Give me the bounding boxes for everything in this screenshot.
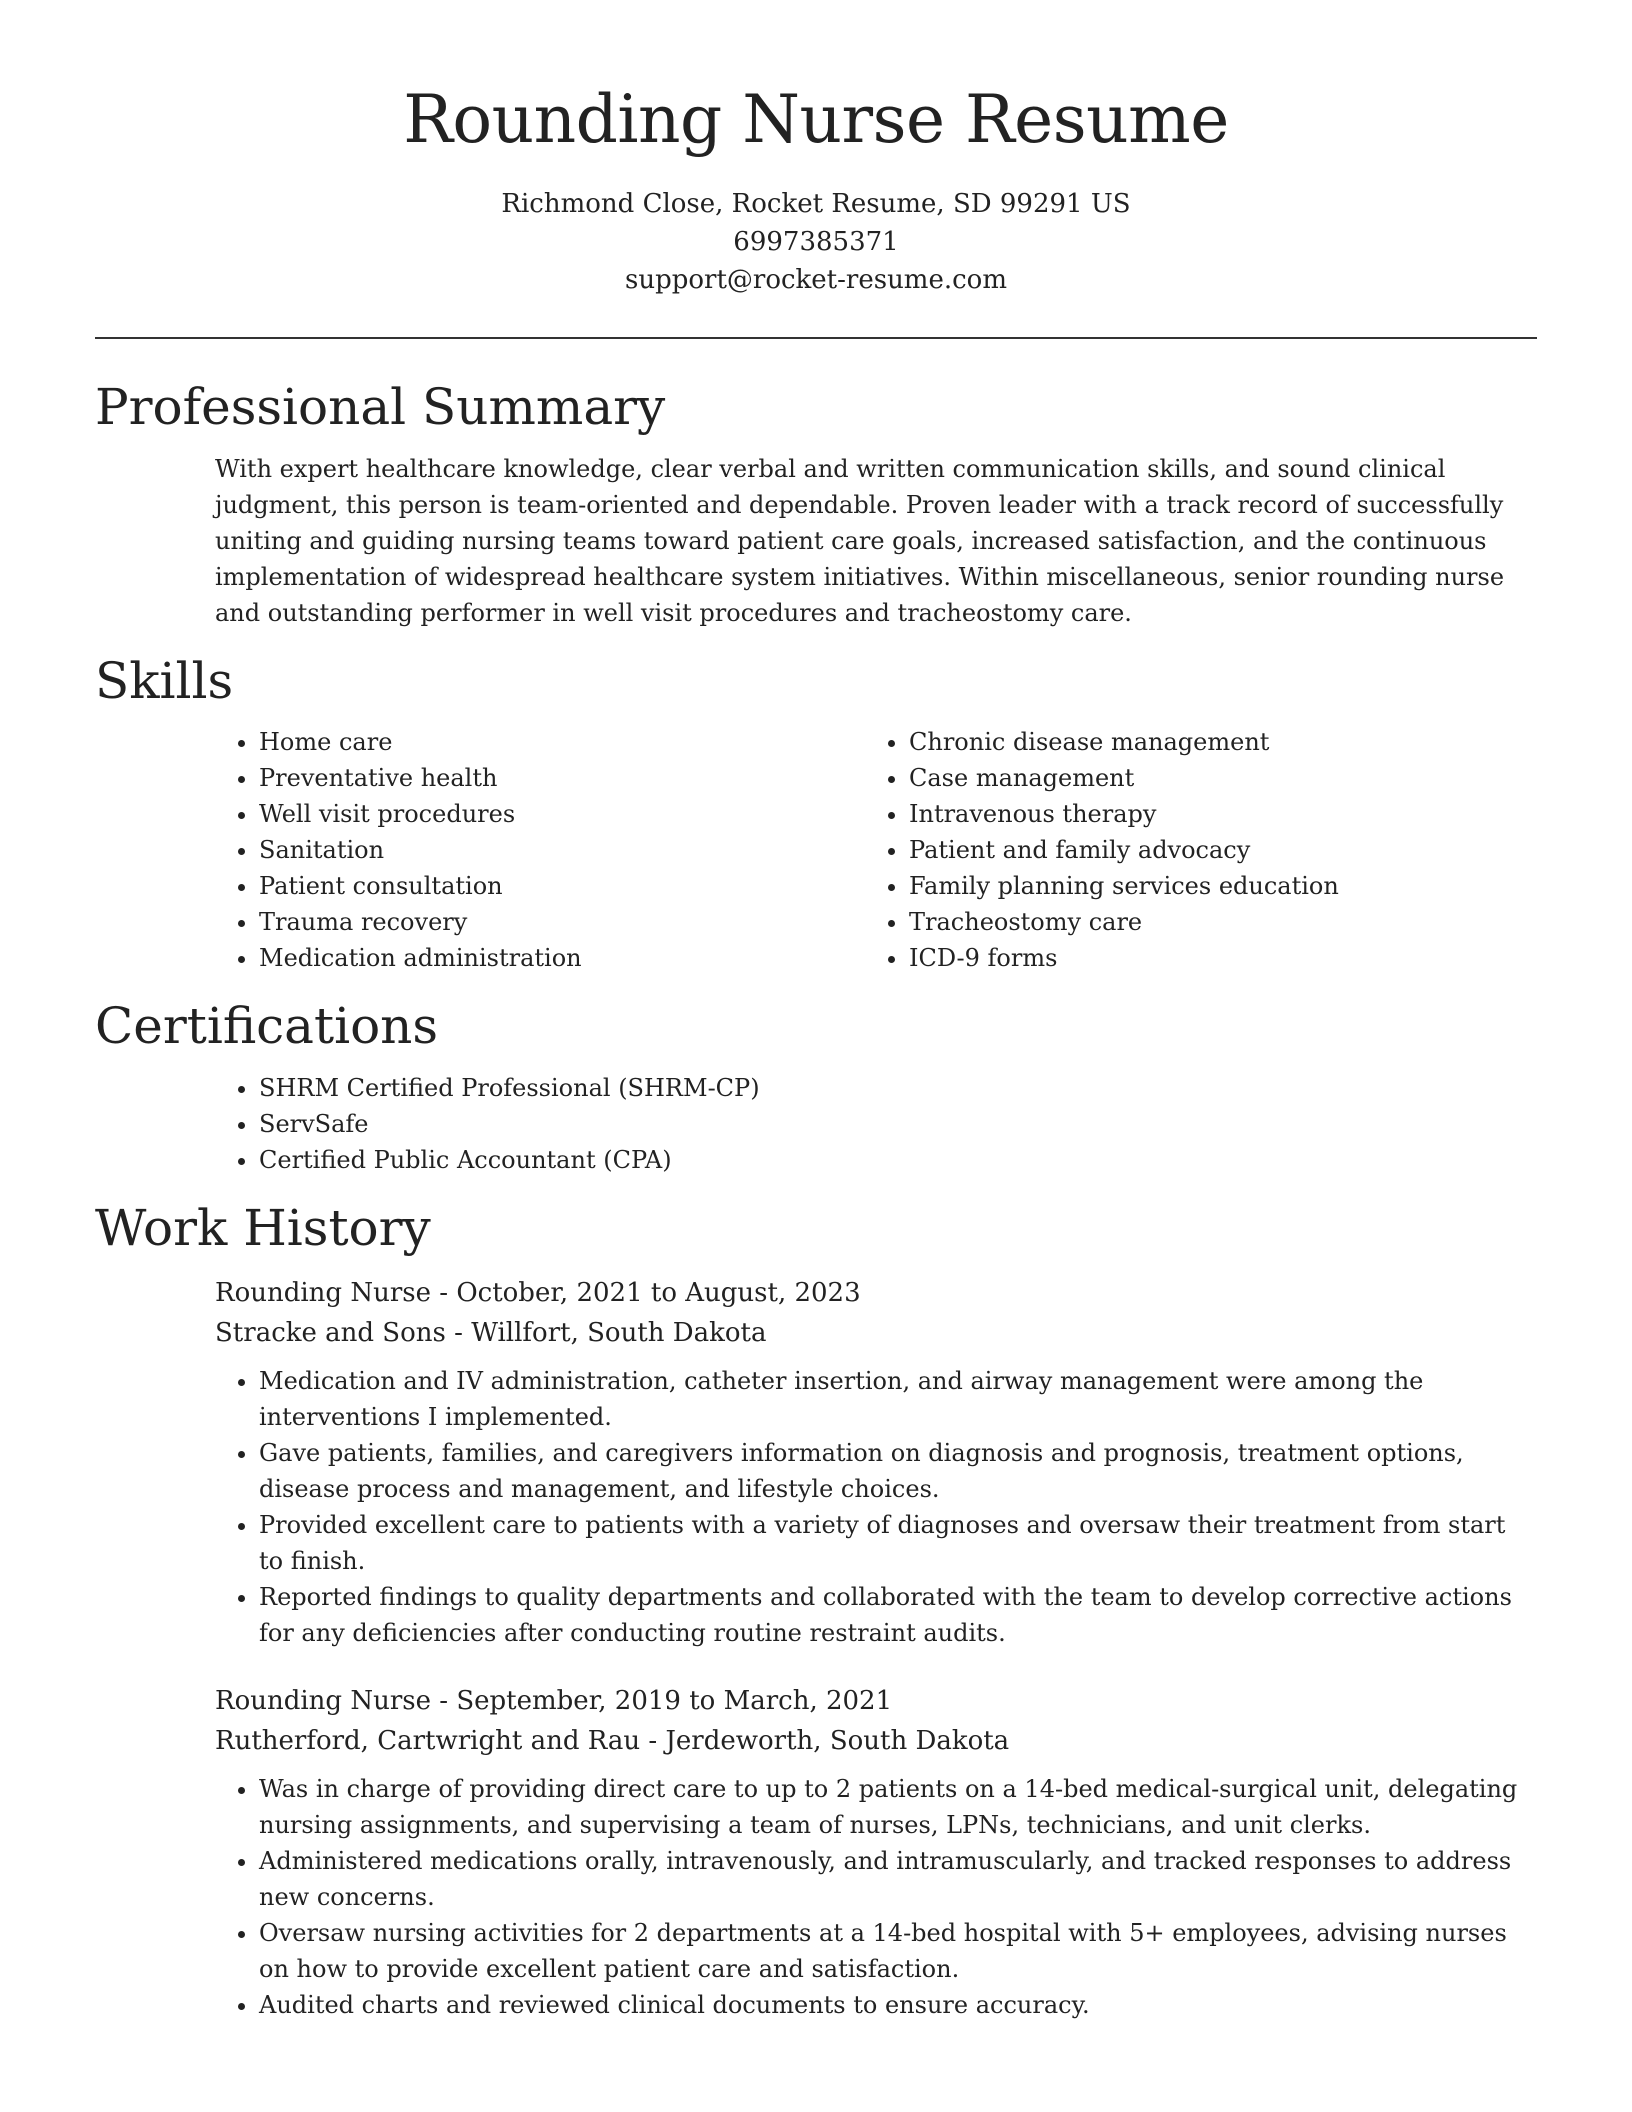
skill-item: • Tracheostomy care [909,904,1515,940]
job-bullet: • Provided excellent care to patients with a variety of diagnoses and oversaw their treatment from start to finish. [259,1507,1537,1579]
job-company-line [215,1721,1537,1761]
skills-column-left [215,724,865,976]
job-company: Rutherford, Cartwright and Rau [215,1726,641,1757]
certification-item: • ServSafe [259,1106,1537,1142]
skills-grid [215,724,1537,976]
skill-item: • Sanitation [259,832,865,868]
job-entry [215,1681,1537,2023]
job-bullet: • Oversaw nursing activities for 2 departments at a 14-bed hospital with 5+ employees, advising nurses on how to provide excellent patient care and satisfaction. [259,1915,1537,1987]
skill-item: • Case management [909,760,1515,796]
phone: 6997385371 [733,227,899,258]
address: Richmond Close, Rocket Resume, SD 99291 US [501,189,1131,220]
certifications-heading: Certifications [95,997,439,1056]
certification-item: • SHRM Certified Professional (SHRM-CP) [259,1070,1537,1106]
skills-section [95,653,1537,977]
separator: - [640,1726,666,1757]
skill-item: • Patient consultation [259,868,865,904]
job-company: Stracke and Sons [215,1318,446,1349]
resume-header [95,80,1537,299]
resume-title: Rounding Nurse Resume [403,81,1229,158]
job-bullet: • Was in charge of providing direct care to up to 2 patients on a 14-bed medical-surgical unit, delegating nursing assignments, and supervising a team of nurses, LPNs, technicians, and unit clerks. [259,1771,1537,1843]
skill-item: • Patient and family advocacy [909,832,1515,868]
job-bullet: • Administered medications orally, intravenously, and intramuscularly, and tracked responses to address new concerns. [259,1843,1537,1915]
job-bullet: • Reported findings to quality departments and collaborated with the team to develop corrective actions for any deficiencies after conducting routine restraint audits. [259,1579,1537,1651]
skills-heading: Skills [95,651,234,710]
skill-item: • Preventative health [259,760,865,796]
header-divider [95,337,1537,339]
skills-column-right [865,724,1515,976]
separator: - [445,1318,472,1349]
job-bullet: • Audited charts and reviewed clinical documents to ensure accuracy. [259,1987,1537,2023]
job-company-line [215,1313,1537,1353]
job-role: Rounding Nurse [215,1686,431,1717]
skill-item: • Trauma recovery [259,904,865,940]
job-bullet: • Medication and IV administration, catheter insertion, and airway management were among the interventions I implemented. [259,1363,1537,1435]
summary-text: With expert healthcare knowledge, clear verbal and written communication skills, and sound clinical judgment, this person is team-oriented and dependable. Proven leader with a track record of successfully uniting and guiding nursing teams toward patient care goals, increased satisfaction, and the continuous implementation of widespread healthcare system initiatives. Within miscellaneous, senior rounding nurse and outstanding performer in well visit procedures and tracheostomy care. [215,454,1505,627]
job-title-line [215,1681,1537,1721]
work-history-heading: Work History [95,1198,431,1257]
certifications-section [95,998,1537,1178]
job-dates: September, 2019 to March, 2021 [456,1686,893,1717]
job-entry [215,1273,1537,1651]
skill-item: • ICD-9 forms [909,940,1515,976]
email: support@rocket-resume.com [624,265,1007,296]
separator: - [431,1686,457,1717]
skill-item: • Home care [259,724,865,760]
job-location: Willfort, South Dakota [471,1318,767,1349]
summary-section [95,379,1537,631]
work-history-section [95,1200,1537,2024]
job-location: Jerdeworth, South Dakota [665,1726,1010,1757]
skill-item: • Well visit procedures [259,796,865,832]
job-title-line [215,1273,1537,1313]
skill-item: • Intravenous therapy [909,796,1515,832]
certification-item: • Certified Public Accountant (CPA) [259,1142,1537,1178]
skill-item: • Family planning services education [909,868,1515,904]
skill-item: • Chronic disease management [909,724,1515,760]
skill-item: • Medication administration [259,940,865,976]
job-role: Rounding Nurse [215,1278,431,1309]
job-bullet: • Gave patients, families, and caregivers information on diagnosis and prognosis, treatment options, disease process and management, and lifestyle choices. [259,1435,1537,1507]
job-dates: October, 2021 to August, 2023 [456,1278,861,1309]
separator: - [431,1278,457,1309]
summary-heading: Professional Summary [95,378,666,437]
